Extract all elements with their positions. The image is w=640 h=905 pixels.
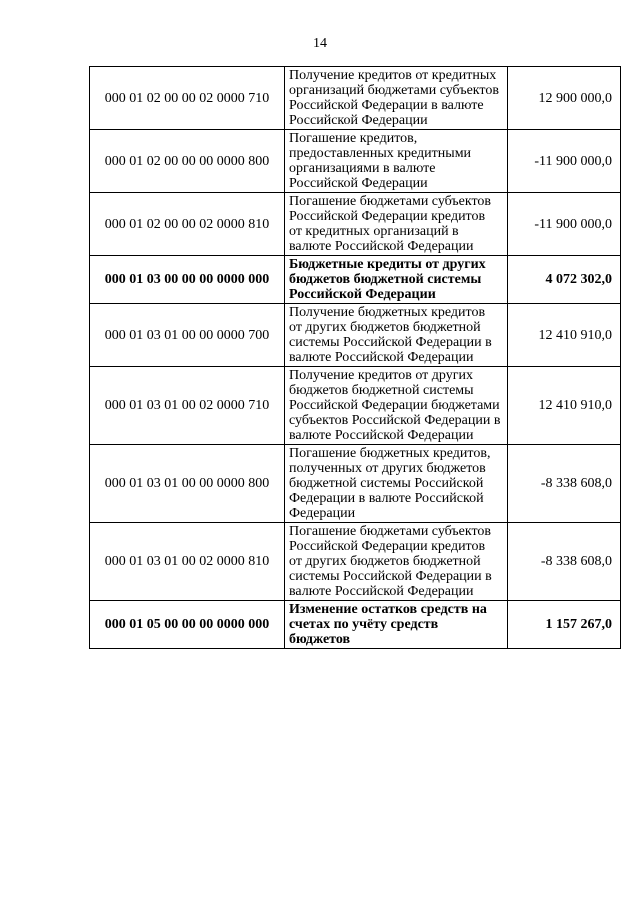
budget-sources-table (89, 66, 621, 649)
budget-code: 000 01 03 01 00 02 0000 810 (90, 523, 285, 601)
budget-code: 000 01 03 00 00 00 0000 000 (90, 256, 285, 304)
amount-value: 4 072 302,0 (508, 256, 621, 304)
source-name: Бюджетные кредиты от других бюджетов бюджетной системы Российской Федерации (285, 256, 508, 304)
page-number: 14 (313, 36, 327, 51)
budget-code: 000 01 02 00 00 02 0000 810 (90, 193, 285, 256)
amount-value: 12 410 910,0 (508, 304, 621, 367)
amount-value: 1 157 267,0 (508, 601, 621, 649)
amount-value: 12 410 910,0 (508, 367, 621, 445)
table-row (90, 445, 621, 523)
budget-code: 000 01 03 01 00 02 0000 710 (90, 367, 285, 445)
budget-code: 000 01 05 00 00 00 0000 000 (90, 601, 285, 649)
budget-code: 000 01 02 00 00 02 0000 710 (90, 67, 285, 130)
amount-value: 12 900 000,0 (508, 67, 621, 130)
table-row-total (90, 601, 621, 649)
budget-code: 000 01 03 01 00 00 0000 800 (90, 445, 285, 523)
table-row (90, 193, 621, 256)
table-row (90, 304, 621, 367)
source-name: Изменение остатков средств на счетах по учёту средств бюджетов (285, 601, 508, 649)
table-row-total (90, 256, 621, 304)
amount-value: -11 900 000,0 (508, 193, 621, 256)
amount-value: -8 338 608,0 (508, 523, 621, 601)
source-name: Погашение кредитов, предоставленных кредитными организациями в валюте Российской Федерации (285, 130, 508, 193)
source-name: Погашение бюджетами субъектов Российской Федерации кредитов от кредитных организаций в валюте Российской Федерации (285, 193, 508, 256)
source-name: Получение кредитов от кредитных организаций бюджетами субъектов Российской Федерации в валюте Российской Федерации (285, 67, 508, 130)
source-name: Погашение бюджетных кредитов, полученных от других бюджетов бюджетной системы Российской Федерации в валюте Российской Федерации (285, 445, 508, 523)
source-name: Получение бюджетных кредитов от других бюджетов бюджетной системы Российской Федерации в валюте Российской Федерации (285, 304, 508, 367)
source-name: Получение кредитов от других бюджетов бюджетной системы Российской Федерации бюджетами субъектов Российской Федерации в валюте Российской Федерации (285, 367, 508, 445)
table-row (90, 130, 621, 193)
budget-code: 000 01 03 01 00 00 0000 700 (90, 304, 285, 367)
amount-value: -11 900 000,0 (508, 130, 621, 193)
source-name: Погашение бюджетами субъектов Российской Федерации кредитов от других бюджетов бюджетной системы Российской Федерации в валюте Российской Федерации (285, 523, 508, 601)
table-row (90, 367, 621, 445)
table-body (90, 67, 621, 649)
table-row (90, 523, 621, 601)
table-row (90, 67, 621, 130)
amount-value: -8 338 608,0 (508, 445, 621, 523)
budget-code: 000 01 02 00 00 00 0000 800 (90, 130, 285, 193)
